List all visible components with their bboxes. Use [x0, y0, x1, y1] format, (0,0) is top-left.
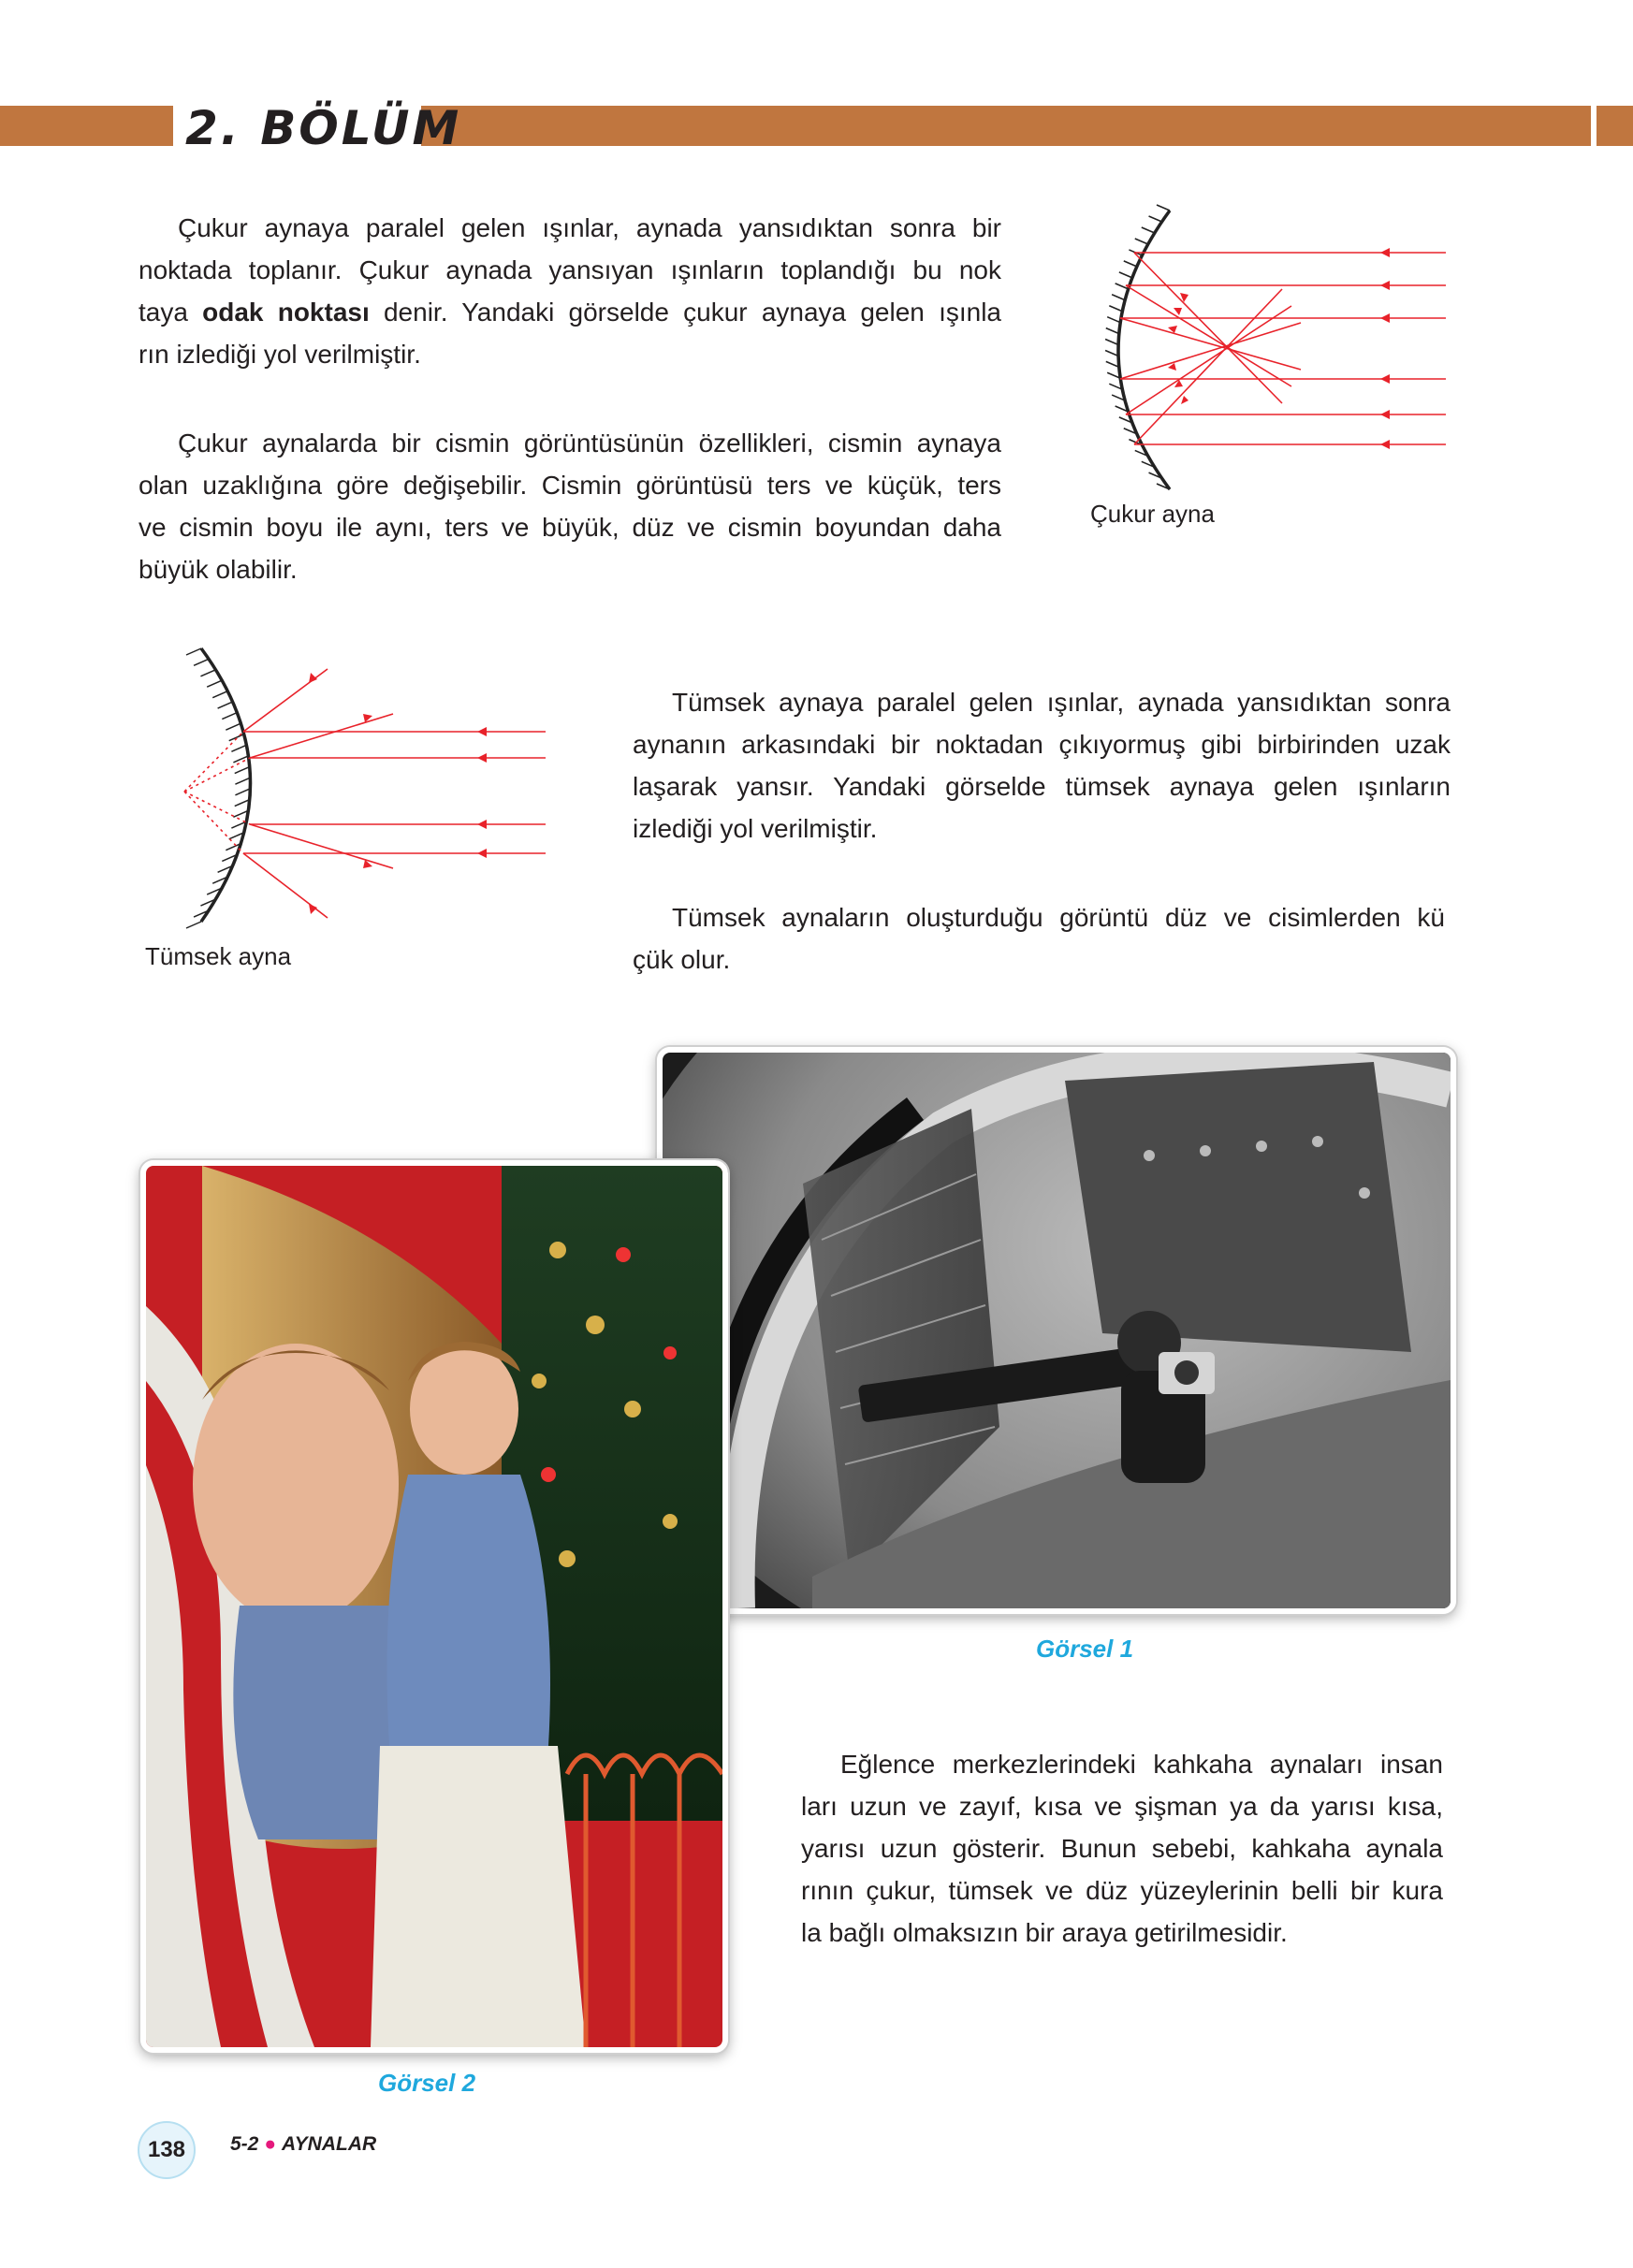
key-term-focal-point: odak noktası — [202, 298, 370, 327]
convex-incoming-rays — [243, 732, 546, 853]
footer-section — [230, 2133, 376, 2156]
convex-mirror-diagram — [173, 641, 557, 940]
photo-1-illustration — [663, 1053, 1451, 1608]
section-code: 5-2 — [230, 2133, 259, 2155]
convex-ray-arrows — [309, 673, 487, 914]
chapter-title: 2. BÖLÜM — [185, 101, 462, 155]
photo-2-caption: Görsel 2 — [378, 2069, 476, 2097]
concave-paragraph-2 — [139, 422, 1001, 590]
header-band-left — [0, 106, 173, 146]
text-line: Çukur aynalarda bir cismin görüntüsünün özellikleri, cismin aynaya — [178, 429, 1001, 458]
photo-2-funhouse-mirror — [140, 1160, 728, 2053]
text-line: aynanın arkasındaki bir noktadan çıkıyormuş gibi birbirinden uzak — [633, 730, 1451, 759]
concave-paragraph-1 — [139, 207, 1001, 375]
text-line: ve cismin boyu ile aynı, ters ve büyük, düz ve cismin boyundan daha — [139, 513, 1001, 542]
photo-1-caption: Görsel 1 — [1036, 1635, 1134, 1663]
text-line: noktada toplanır. Çukur aynada yansıyan ışınların toplandığı bu nok — [139, 255, 1001, 284]
text-line: la bağlı olmaksızın bir araya getirilmesidir. — [801, 1918, 1288, 1947]
bullet-dot-icon: ● — [264, 2133, 277, 2155]
header-band-end — [1594, 106, 1633, 146]
header-band-right — [421, 106, 1591, 146]
section-title: AYNALAR — [282, 2133, 377, 2155]
text-line: olan uzaklığına göre değişebilir. Cismin görüntüsü ters ve küçük, ters — [139, 471, 1001, 500]
convex-mirror — [201, 648, 251, 922]
convex-paragraph-1 — [633, 681, 1451, 850]
text-line: yarısı uzun gösterir. Bunun sebebi, kahkaha aynala — [801, 1834, 1443, 1863]
text-line: rının çukur, tümsek ve düz yüzeylerinin belli bir kura — [801, 1876, 1443, 1905]
text-fragment: taya — [139, 298, 203, 327]
text-line: rın izlediği yol verilmiştir. — [139, 340, 421, 369]
text-line: ları uzun ve zayıf, kısa ve şişman ya da yarısı kısa, — [801, 1792, 1443, 1821]
photo-2-illustration — [146, 1166, 722, 2047]
concave-reflected-rays — [1120, 253, 1301, 444]
concave-incoming-rays — [1120, 253, 1446, 444]
text-line: Eğlence merkezlerindeki kahkaha aynaları insan — [840, 1750, 1443, 1779]
concave-mirror-caption: Çukur ayna — [1090, 500, 1215, 528]
convex-reflected-rays — [243, 669, 393, 918]
text-line-with-term — [139, 291, 1001, 333]
concave-mirror-diagram — [1067, 192, 1460, 501]
concave-mirror-hatching — [1105, 205, 1170, 489]
text-line: izlediği yol verilmiştir. — [633, 814, 878, 843]
convex-paragraph-2 — [633, 896, 1445, 981]
text-line: Tümsek aynaların oluşturduğu görüntü düz ve cisimlerden kü — [672, 903, 1445, 932]
text-line: Çukur aynaya paralel gelen ışınlar, aynada yansıdıktan sonra bir — [178, 213, 1001, 242]
photo-1-convex-mirror — [657, 1047, 1456, 1614]
convex-mirror-hatching — [186, 648, 250, 928]
text-line: çük olur. — [633, 945, 731, 974]
text-line: büyük olabilir. — [139, 555, 298, 584]
convex-mirror-caption: Tümsek ayna — [145, 942, 292, 970]
text-line: Tümsek aynaya paralel gelen ışınlar, aynada yansıdıktan sonra — [672, 688, 1451, 717]
text-line: laşarak yansır. Yandaki görselde tümsek aynaya gelen ışınların — [633, 772, 1451, 801]
concave-ray-arrows — [1168, 248, 1390, 449]
page-number: 138 — [138, 2121, 196, 2179]
funhouse-paragraph — [801, 1743, 1443, 1954]
text-fragment: denir. Yandaki görselde çukur aynaya gelen ışınla — [369, 298, 1002, 327]
